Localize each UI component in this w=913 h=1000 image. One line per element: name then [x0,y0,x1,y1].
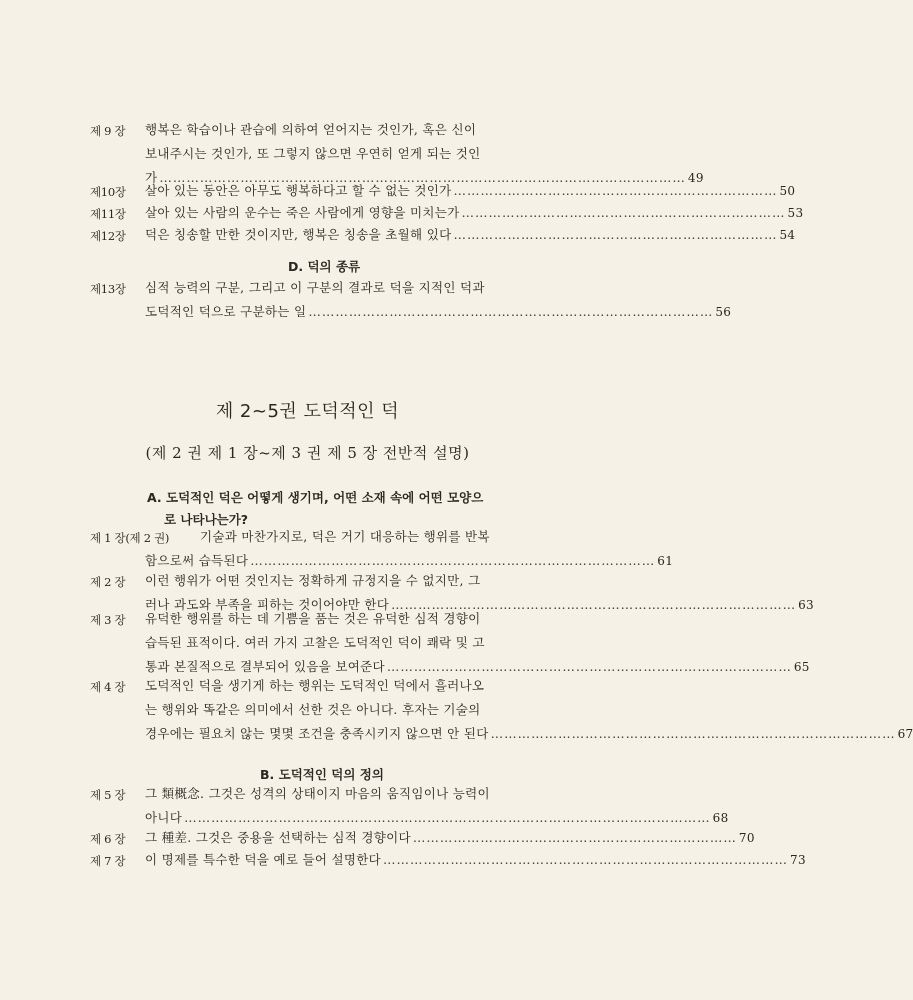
leader-dots: ……………………………………………………………… [453,227,778,242]
leader-dots: ……………………………………………………………………………………………………… [184,810,711,825]
heading-line: A. 도덕적인 덕은 어떻게 생기며, 어떤 소재 속에 어떤 모양으 [147,490,484,505]
entry-text-line: 함으로써 습득된다 [145,553,249,568]
chapter-number: 제12장 [90,229,126,243]
entry-text-line: 행복은 학습이나 관습에 의하여 얻어지는 것인가, 혹은 신이 [145,122,477,137]
chapter-number: 제 2 장 [90,575,126,589]
entry-text-line: 기술과 마찬가지로, 덕은 거기 대응하는 행위를 반복 [200,529,490,544]
entry-text-line: 러나 과도와 부족을 피하는 것이어야만 한다 [145,597,390,612]
entry-text-line: 보내주시는 것인가, 또 그렇지 않으면 우연히 얻게 되는 것인 [145,146,481,161]
entry-text-line: 심적 능력의 구분, 그리고 이 구분의 결과로 덕을 지적인 덕과 [145,280,485,295]
chapter-number: 제 6 장 [90,832,126,846]
heading-line: 로 나타나는가? [164,512,249,527]
page-number: 67 [897,727,913,741]
toc-entry-ch5 [90,782,729,830]
chapter-number: 제13장 [90,282,126,296]
toc-entry-ch10 [90,179,796,203]
entry-text-line: 도덕적인 덕으로 구분하는 일 [145,304,307,319]
page-number: 65 [793,660,810,674]
chapter-number: 제 7 장 [90,854,126,868]
section-subtitle: (제 2 권 제 1 장~제 3 권 제 5 장 전반적 설명) [145,444,470,462]
entry-text-line: 아니다 [145,810,183,825]
toc-entry-book2-ch1 [90,525,674,573]
toc-entry-ch13 [90,276,732,324]
leader-dots: ……………………………………………………………… [461,205,786,220]
page-number: 61 [657,554,674,568]
leader-dots: ……………………………………………………………… [453,183,778,198]
entry-text-line: 통과 본질적으로 결부되어 있음을 보여준다 [145,659,385,674]
toc-entry-ch4 [90,674,913,746]
leader-dots: ……………………………………………………………………………… [490,726,896,741]
toc-entry-ch11 [90,201,804,225]
page-number: 49 [687,171,704,185]
leader-dots: ……………………………………………………………………………… [386,659,792,674]
leader-dots: ……………………………………………………………………………… [391,597,797,612]
entry-text-line: 그 種差. 그것은 중용을 선택하는 심적 경향이다 [145,830,411,845]
entry-text-line: 유덕한 행위를 하는 데 기쁨을 품는 것은 유덕한 심적 경향이 [145,611,481,626]
page-number: 56 [715,305,732,319]
entry-text-line: 가 [145,170,158,185]
subsection-heading-d: D. 덕의 종류 [288,259,361,274]
entry-text-line: 그 類概念. 그것은 성격의 상태이지 마음의 움직임이나 능력이 [145,786,490,801]
entry-text-line: 습득된 표적이다. 여러 가지 고찰은 도덕적인 덕이 쾌락 및 고 [145,635,485,650]
leader-dots: ……………………………………………………………………………………………………… [159,170,686,185]
entry-text-line: 살아 있는 사람의 운수는 죽은 사람에게 영향을 미치는가 [145,205,460,220]
section-title: 제 2~5권 도덕적인 덕 [215,401,400,422]
page-number: 68 [712,811,729,825]
chapter-number: 제 3 장 [90,613,126,627]
page-number: 53 [787,206,804,220]
leader-dots: ……………………………………………………………………………… [250,553,656,568]
chapter-number: 제 5 장 [90,788,126,802]
leader-dots: ……………………………………………………………………………… [383,852,789,867]
page-number: 54 [779,228,796,242]
entry-text-line: 이런 행위가 어떤 것인지는 정확하게 규정지을 수 없지만, 그 [145,573,481,588]
toc-entry-ch7 [90,848,806,872]
page-number: 50 [779,184,796,198]
chapter-number: 제10장 [90,185,126,199]
entry-text-line: 경우에는 필요치 않는 몇몇 조건을 충족시키지 않으면 안 된다 [145,726,489,741]
toc-entry-ch3 [90,607,810,679]
leader-dots: ……………………………………………………………… [412,830,737,845]
entry-text-line: 도덕적인 덕을 생기게 하는 행위는 도덕적인 덕에서 흘러나오 [145,678,485,693]
entry-text-line: 덕은 칭송할 만한 것이지만, 행복은 칭송을 초월해 있다 [145,227,452,242]
chapter-number: 제 1 장(제 2 권) [90,531,170,545]
leader-dots: ……………………………………………………………………………… [308,304,714,319]
chapter-number: 제11장 [90,207,126,221]
page-number: 70 [738,831,755,845]
page-number: 63 [798,598,814,612]
subsection-heading-b: B. 도덕적인 덕의 정의 [260,767,384,782]
entry-text-line: 살아 있는 동안은 아무도 행복하다고 할 수 없는 것인가 [145,183,452,198]
page-number: 73 [790,853,806,867]
toc-entry-ch12 [90,223,796,247]
toc-entry-ch6 [90,826,755,850]
entry-text-line: 는 행위와 똑같은 의미에서 선한 것은 아니다. 후자는 기술의 [145,702,481,717]
entry-text-line: 이 명제를 특수한 덕을 예로 들어 설명한다 [145,852,382,867]
chapter-number: 제 4 장 [90,680,126,694]
chapter-number: 제 9 장 [90,124,126,138]
